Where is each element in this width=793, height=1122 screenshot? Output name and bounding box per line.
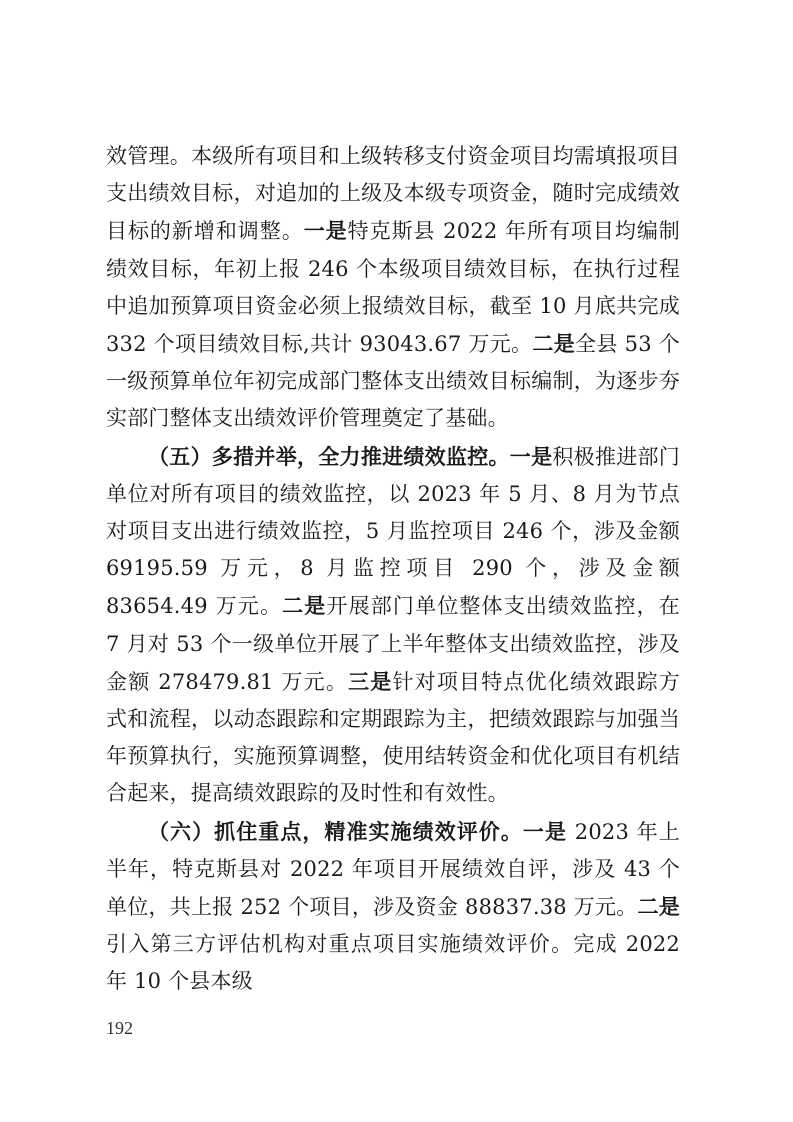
paragraph-section-five	[106, 438, 680, 813]
text-segment: 特克斯县 2022 年所有项目均编制绩效目标，年初上报 246 个本级项目绩效目标，在执行过程中追加预算项目资金必须上报绩效目标，截至 10 月底共完成 332 个项目绩效目标,共计 93043.67 万元。	[106, 219, 680, 357]
bold-marker-second: 二是	[532, 331, 576, 357]
paragraph-performance-targets	[106, 138, 680, 438]
paragraph-section-six	[106, 813, 680, 1001]
text-segment: 2023 年上半年，特克斯县对 2022 年项目开展绩效自评，涉及 43 个单位，共上报 252 个项目，涉及资金 88837.38 万元。	[106, 819, 680, 920]
text-segment: 效管理。本级所有项目和上级转移支付资金项目均需填报项目支出绩效目标，对追加的上级及本级专项资金，随时完成绩效目标的新增和调整。	[106, 144, 680, 244]
bold-marker-second: 二是	[282, 593, 327, 619]
bold-marker-first: 一是	[303, 218, 348, 244]
body-text	[106, 138, 680, 1001]
section-heading-six: （六）抓住重点，精准实施绩效评价。一是	[148, 818, 568, 844]
bold-marker-second: 二是	[637, 894, 681, 920]
section-heading-five: （五）多措并举，全力推进绩效监控。一是	[148, 443, 553, 469]
text-segment: 积极推进部门单位对所有项目的绩效监控，以 2023 年 5 月、8 月为节点对项目支出进行绩效监控，5 月监控项目 246 个，涉及金额 69195.59 万元，8 月监控项目 290 个，涉及金额 83654.49 万元。	[106, 444, 680, 619]
text-segment: 引入第三方评估机构对重点项目实施绩效评价。完成 2022 年 10 个县本级	[106, 932, 680, 994]
page-number: 192	[106, 1018, 133, 1038]
text-segment: 全县 53 个一级预算单位年初完成部门整体支出绩效目标编制，为逐步夯实部门整体支出绩效评价管理奠定了基础。	[106, 332, 680, 431]
text-segment: 针对项目特点优化绩效跟踪方式和流程，以动态跟踪和定期跟踪为主，把绩效跟踪与加强当年预算执行，实施预算调整，使用结转资金和优化项目有机结合起来，提高绩效跟踪的及时性和有效性。	[106, 669, 680, 806]
bold-marker-third: 三是	[348, 668, 393, 694]
text-segment: 开展部门单位整体支出绩效监控，在 7 月对 53 个一级单位开展了上半年整体支出绩效监控，涉及金额 278479.81 万元。	[106, 594, 680, 694]
